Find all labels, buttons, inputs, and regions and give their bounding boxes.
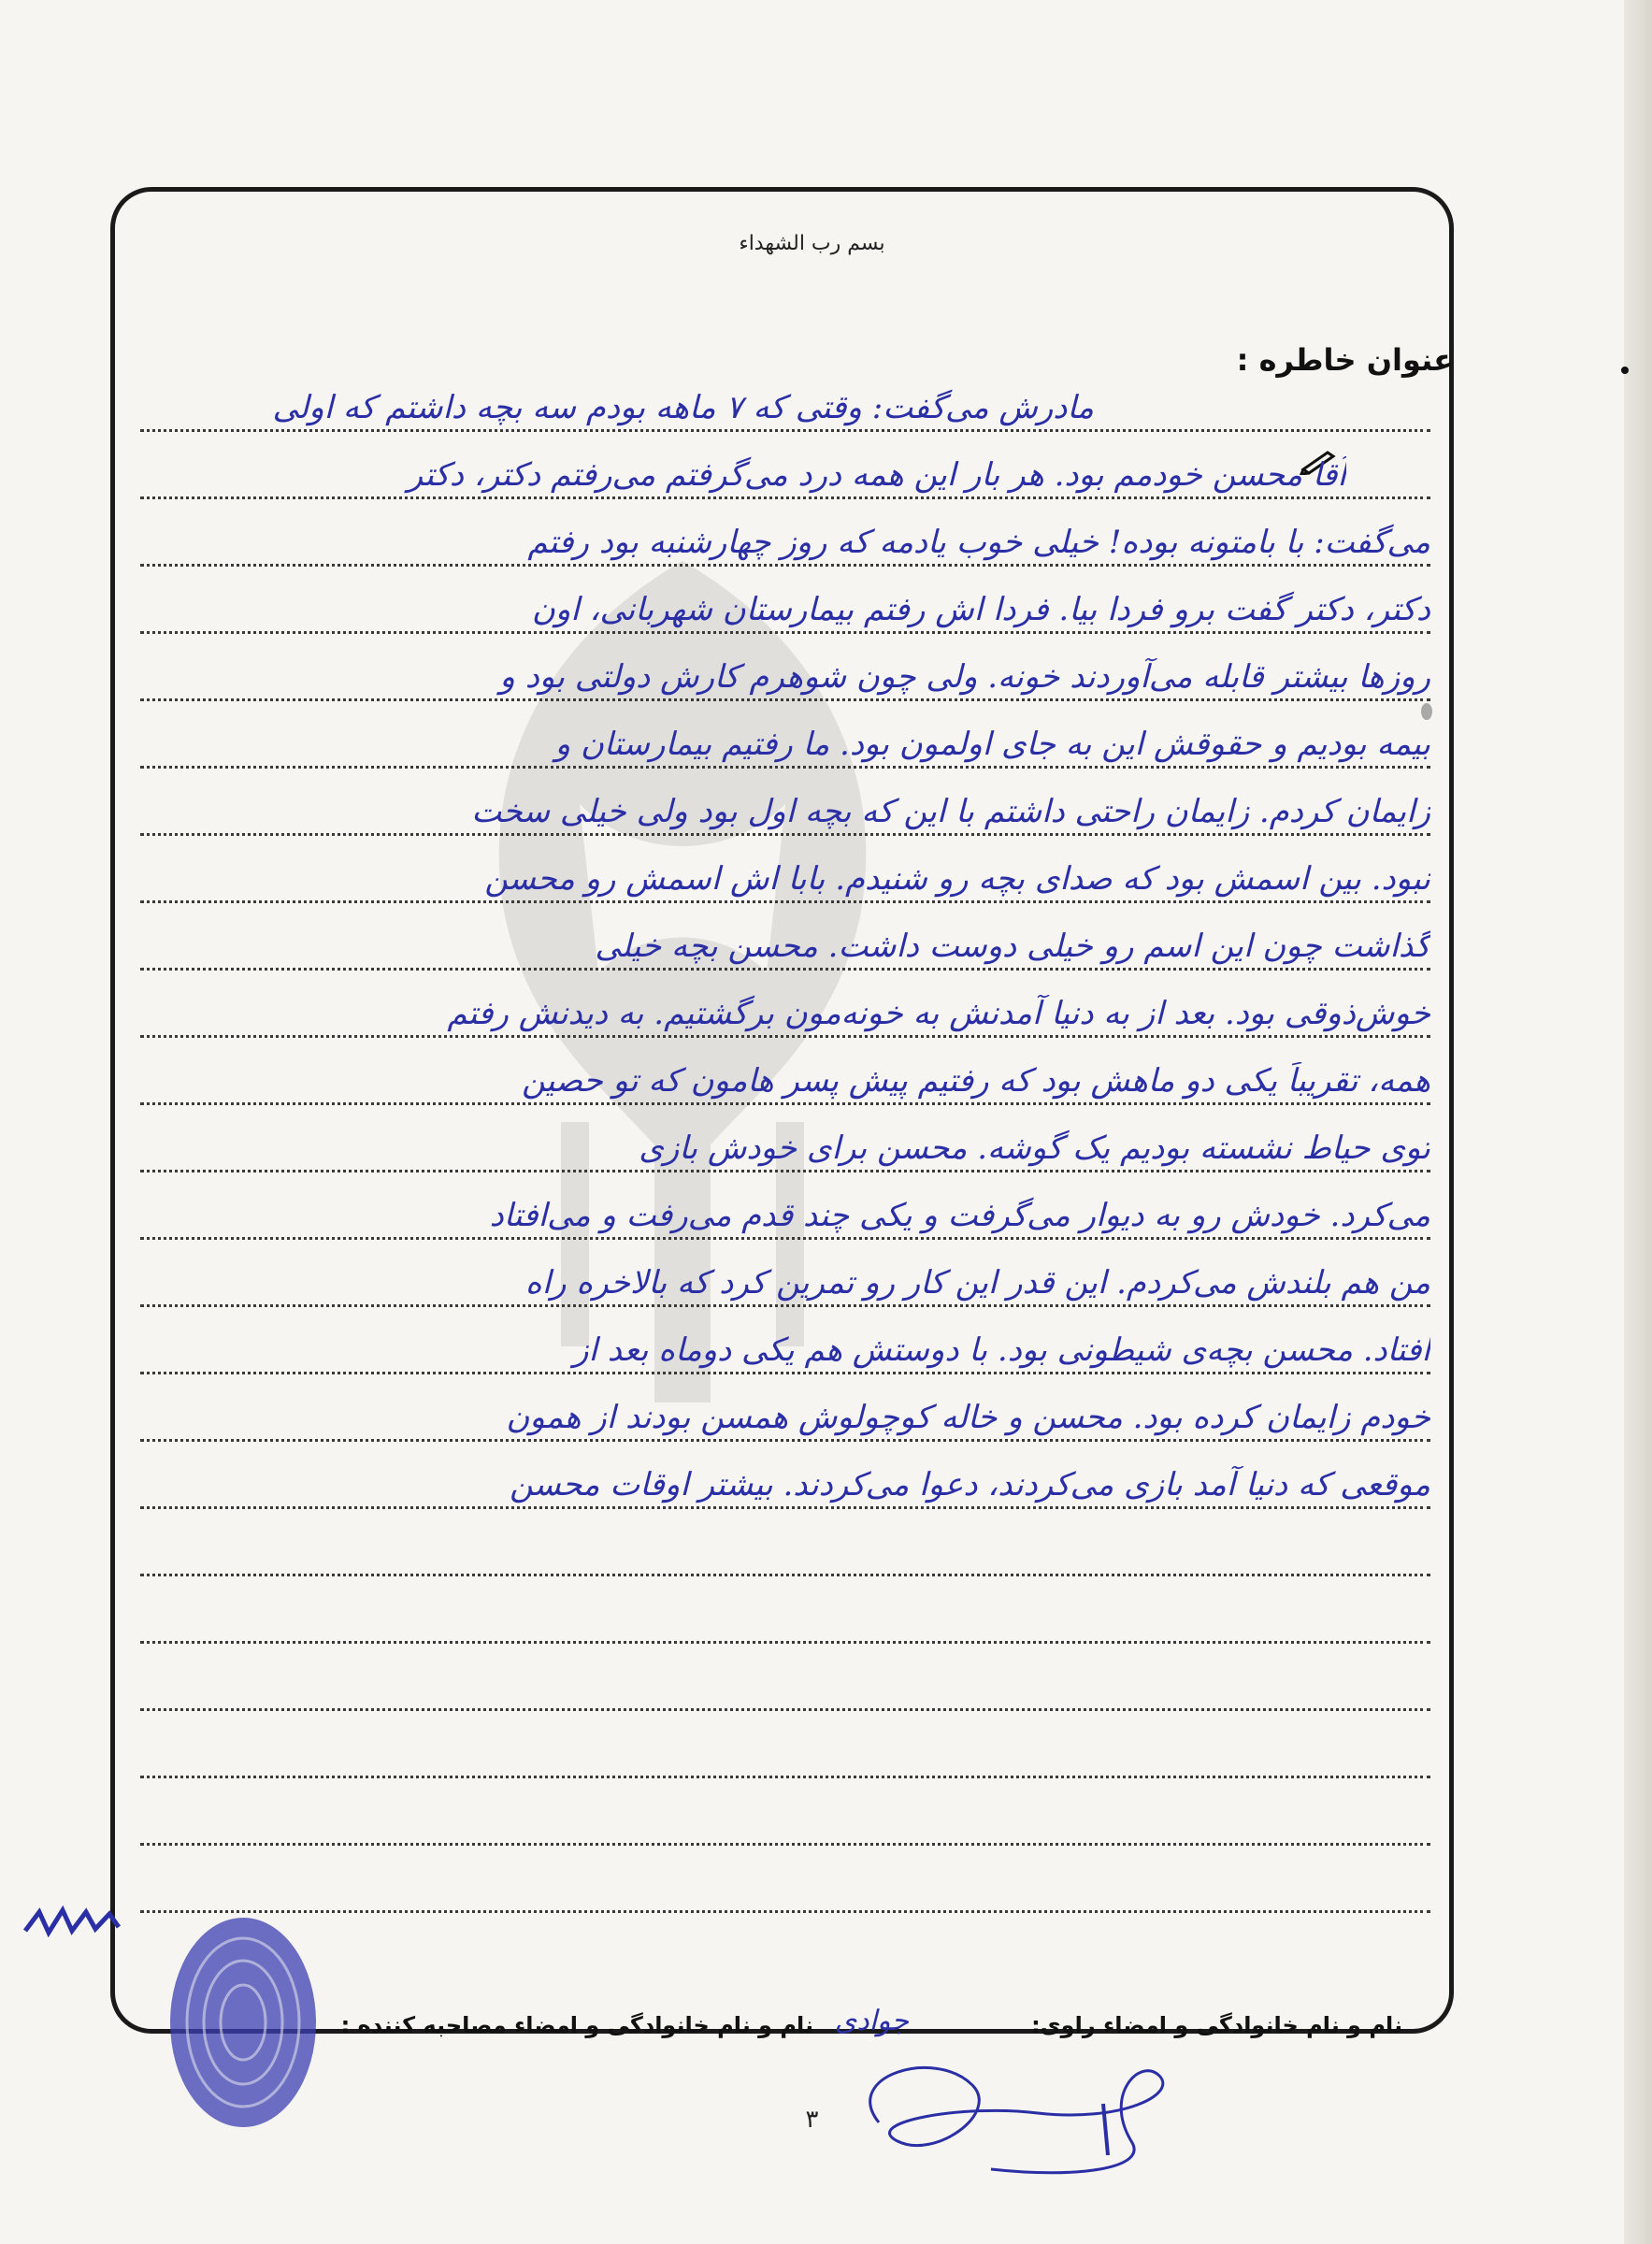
form-header: بسم رب الشهداء [739,232,885,255]
text-line: توی حیاط نشسته بودیم یک گوشه. محسن برای خودش بازی [140,1115,1430,1180]
text-line: دکتر، دکتر گفت برو فردا بیا. فردا اش رفتم بیمارستان شهربانی، اون [140,576,1430,641]
text-line [140,1653,1430,1719]
text-line: آقا محسن خودمم بود. هر بار این همه درد می‌گرفتم می‌رفتم دکتر، دکتر [140,441,1430,507]
text-line: نبود. بین اسمش بود که صدای بچه رو شنیدم. بابا اش اسمش رو محسن [140,845,1430,911]
text-line: خوش‌ذوقی بود. بعد از به دنیا آمدنش به خونه‌مون برگشتیم. به دیدنش رفتم [140,980,1430,1045]
memoir-title-label: عنوان خاطره : [1236,342,1454,378]
text-line: همه، تقریباً یکی دو ماهش بود که رفتیم پیش پسر هامون که تو حصین [140,1047,1430,1113]
page-edge [1624,0,1652,2244]
page-number: ۳ [805,2106,819,2134]
interviewer-signature-label: نام و نام خانوادگی و امضاء مصاحبه کننده : [340,2012,813,2038]
paper-speck [1421,703,1432,720]
text-line: موقعی که دنیا آمد بازی می‌کردند، دعوا می‌کردند. بیشتر اوقات محسن [140,1451,1430,1517]
text-line [140,1720,1430,1786]
handwritten-text-area [140,374,1430,1964]
binding-hole [1621,367,1629,374]
text-line [140,1855,1430,1920]
text-line [140,1518,1430,1584]
text-line: من هم بلندش می‌کردم. این قدر این کار رو تمرین کرد که بالاخره راه [140,1249,1430,1315]
text-line: بیمه بودیم و حقوقش این به جای اولمون بود. ما رفتیم بیمارستان و [140,711,1430,776]
text-line: می‌گفت: با بامتونه بوده! خیلی خوب یادمه که روز چهارشنبه بود رفتم [140,509,1430,574]
text-line: روزها بیشتر قابله می‌آوردند خونه. ولی چون شوهرم کارش دولتی بود و [140,643,1430,709]
narrator-signature-label: نام و نام خانوادگی و امضاء راوی: [1031,2012,1402,2038]
text-line: گذاشت چون این اسم رو خیلی دوست داشت. محسن بچه خیلی [140,913,1430,978]
text-line: می‌کرد. خودش رو به دیوار می‌گرفت و یکی چند قدم می‌رفت و می‌افتاد [140,1182,1430,1247]
text-line: افتاد. محسن بچه‌ی شیطونی بود. با دوستش هم یکی دوماه بعد از [140,1316,1430,1382]
interviewer-signature: جوادی [834,2005,909,2037]
text-line [140,1586,1430,1651]
ink-scribble [21,1903,123,1940]
text-line: زایمان کردم. زایمان راحتی داشتم با این که بچه اول بود ولی خیلی سخت [140,778,1430,843]
text-line: مادرش می‌گفت: وقتی که ۷ ماهه بودم سه بچه داشتم که اولی [140,374,1430,439]
text-line: خودم زایمان کرده بود. محسن و خاله کوچولوش همسن بودند از همون [140,1384,1430,1449]
text-line [140,1788,1430,1853]
